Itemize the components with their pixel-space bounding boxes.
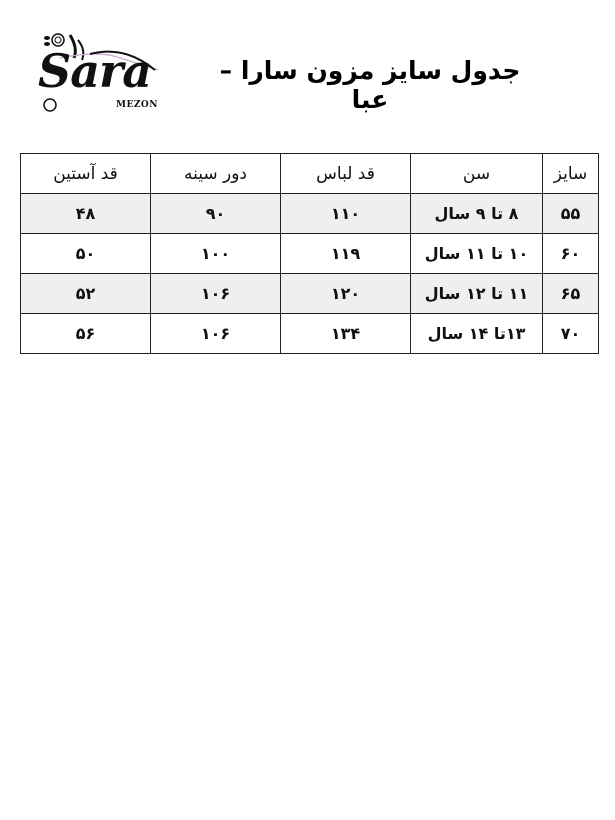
table-row bbox=[21, 234, 599, 274]
cell-size: ۷۰ bbox=[543, 314, 599, 354]
brand-subtitle: MEZON bbox=[116, 100, 158, 110]
cell-sleeve-length: ۵۲ bbox=[21, 274, 151, 314]
cell-sleeve-length: ۴۸ bbox=[21, 194, 151, 234]
cell-chest: ۹۰ bbox=[151, 194, 281, 234]
cell-size: ۶۵ bbox=[543, 274, 599, 314]
cell-age: ۱۳تا ۱۴ سال bbox=[411, 314, 543, 354]
table-header-row bbox=[21, 154, 599, 194]
header-sleeve-length: قد آستین bbox=[21, 154, 151, 194]
table-row bbox=[21, 314, 599, 354]
cell-dress-length: ۱۳۴ bbox=[281, 314, 411, 354]
size-table bbox=[20, 153, 599, 354]
cell-age: ۸ تا ۹ سال bbox=[411, 194, 543, 234]
table-row bbox=[21, 194, 599, 234]
cell-size: ۵۵ bbox=[543, 194, 599, 234]
cell-chest: ۱۰۶ bbox=[151, 314, 281, 354]
cell-dress-length: ۱۱۹ bbox=[281, 234, 411, 274]
cell-dress-length: ۱۲۰ bbox=[281, 274, 411, 314]
cell-chest: ۱۰۶ bbox=[151, 274, 281, 314]
cell-age: ۱۱ تا ۱۲ سال bbox=[411, 274, 543, 314]
brand-name: Sara bbox=[38, 44, 152, 98]
cell-size: ۶۰ bbox=[543, 234, 599, 274]
header-age: سن bbox=[411, 154, 543, 194]
header-dress-length: قد لباس bbox=[281, 154, 411, 194]
header-chest: دور سینه bbox=[151, 154, 281, 194]
table-row bbox=[21, 274, 599, 314]
page-title: جدول سایز مزون سارا – عبا bbox=[219, 56, 521, 114]
header-size: سایز bbox=[543, 154, 599, 194]
cell-age: ۱۰ تا ۱۱ سال bbox=[411, 234, 543, 274]
cell-sleeve-length: ۵۶ bbox=[21, 314, 151, 354]
cell-chest: ۱۰۰ bbox=[151, 234, 281, 274]
brand-logo bbox=[30, 30, 170, 120]
cell-dress-length: ۱۱۰ bbox=[281, 194, 411, 234]
cell-sleeve-length: ۵۰ bbox=[21, 234, 151, 274]
